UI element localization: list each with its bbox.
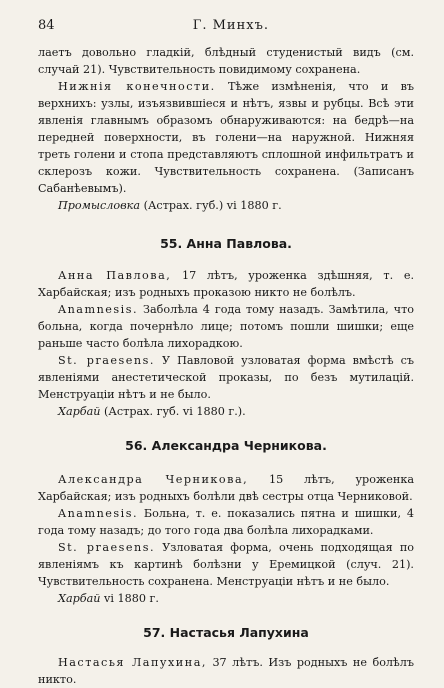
place-name: Харбай — [58, 592, 101, 605]
paragraph-text: vi 1880 г. — [100, 592, 159, 605]
paragraph-text: У Павловой узловатая форма вмѣстѣ съ явленіями анестетической проказы, по безъ мутилацій. Менструаціи нѣтъ и не было. — [38, 354, 415, 401]
case-55-anamnesis — [38, 301, 414, 352]
status-label: St. praesens. — [58, 541, 156, 554]
section-label: Нижнія конечности. — [58, 80, 216, 93]
case-55-title: 55. Анна Павлова. — [160, 236, 292, 251]
paragraph-text: (Астрах. губ.) vi 1880 г. — [140, 199, 282, 212]
case-55-place — [38, 403, 414, 420]
case-57-intro — [38, 654, 414, 688]
paragraph-lower-limbs — [38, 78, 414, 197]
case-55-intro — [38, 267, 414, 301]
running-head: Г. Минхъ. — [192, 18, 269, 33]
anamnesis-label: Anamnesis. — [58, 507, 139, 520]
case-56-place — [38, 590, 414, 607]
status-label: St. praesens. — [58, 354, 155, 367]
paragraph-text: 15 лѣтъ, уроженка Харбайская; изъ родныхъ болѣли двѣ сестры отца Черниковой. — [38, 473, 414, 503]
place-name: Промысловка — [58, 199, 141, 212]
paragraph-place — [38, 197, 414, 214]
case-57-title: 57. Настасья Лапухина — [143, 625, 309, 640]
paragraph-text: 37 лѣтъ. Изъ родныхъ не болѣлъ никто. — [38, 656, 415, 686]
patient-name: Настасья Лапухина, — [58, 656, 207, 669]
patient-name: Анна Павлова, — [58, 269, 172, 282]
paragraph-text: Узловатая форма, очень подходящая по явленіямъ къ картинѣ болѣзни у Еремицкой (случ. 21). Чувствительность сохранена. Менструаціи нѣтъ и не было. — [38, 541, 415, 588]
case-56-anamnesis — [38, 505, 414, 539]
paragraph-text: Тѣже измѣненія, что и въ верхнихъ: узлы, изъязвившіеся и нѣтъ, язвы и рубцы. Всѣ эти явленія главнымъ образомъ обнаруживаются: на бедрѣ—на передней поверхности, въ голени—на наружной. Нижняя треть голени и стопа представляютъ сплошной инфильтратъ и склерозъ кожи. Чувствительность сохранена. (Записанъ Сабанѣевымъ). — [38, 80, 415, 195]
paragraph-text: Больна, т. е. показались пятна и шишки, 4 года тому назадъ; до того года два болѣла лихорадками. — [38, 507, 414, 537]
paragraph-text: 17 лѣтъ, уроженка здѣшняя, т. е. Харбайская; изъ родныхъ проказою никто не болѣлъ. — [38, 269, 414, 299]
case-56-status — [38, 539, 414, 590]
paragraph-text: лаетъ довольно гладкій, блѣдный студенистый видъ (см. случай 21). Чувствительность повидимому сохранена. — [38, 46, 414, 76]
case-56-intro — [38, 471, 414, 505]
page-header — [38, 18, 414, 44]
anamnesis-label: Anamnesis. — [58, 303, 139, 316]
paragraph-continued — [38, 44, 414, 78]
patient-name: Александра Черникова, — [58, 473, 249, 486]
paragraph-text: Заболѣла 4 года тому назадъ. Замѣтила, что больна, когда почернѣло лице; потомъ пошли шишки; еще раньше часто болѣла лихорадкою. — [38, 303, 414, 350]
place-name: Харбай — [58, 405, 101, 418]
case-55-status — [38, 352, 414, 403]
page-number: 84 — [38, 18, 55, 33]
paragraph-text: (Астрах. губ. vi 1880 г.). — [100, 405, 246, 418]
case-56-title: 56. Александра Черникова. — [125, 438, 327, 453]
